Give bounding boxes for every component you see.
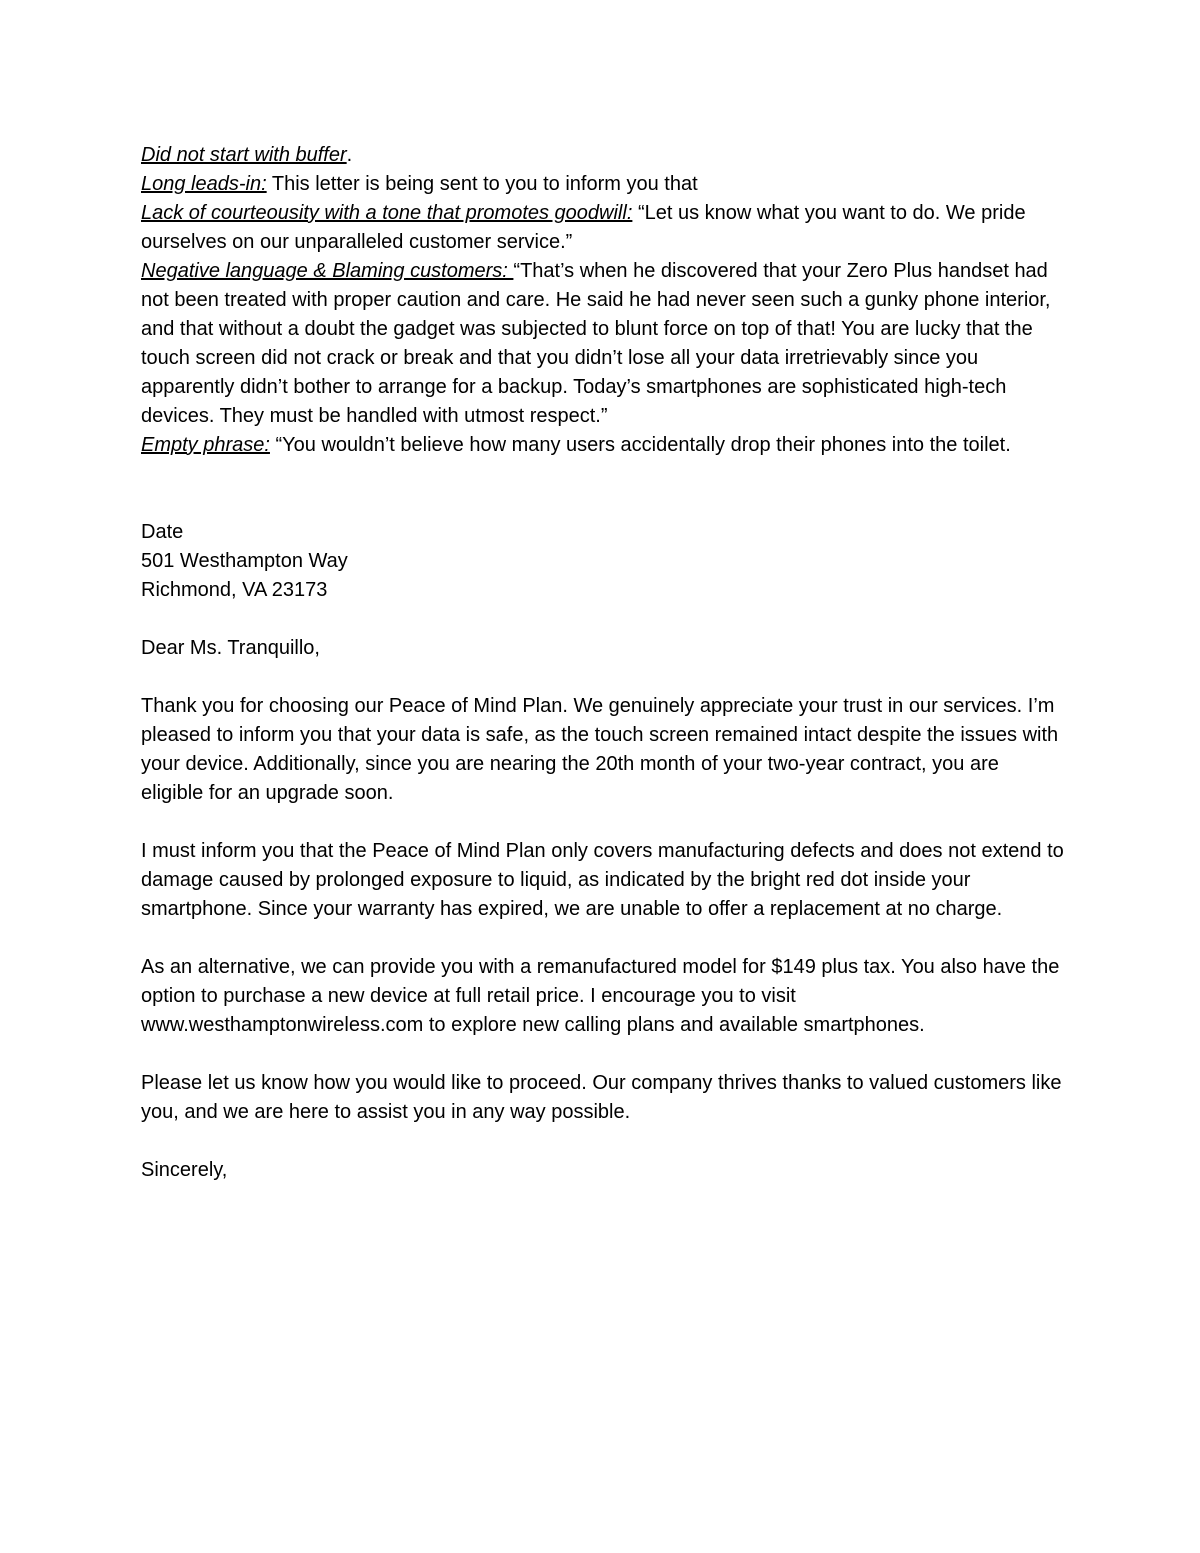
salutation: Dear Ms. Tranquillo, — [141, 637, 320, 659]
note-text: “You wouldn’t believe how many users accidentally drop their phones into the toilet. — [269, 434, 1011, 456]
spacer — [141, 460, 1066, 518]
note-label: Empty phrase: — [141, 434, 270, 456]
letter-paragraph-1: Thank you for choosing our Peace of Mind Plan. We genuinely appreciate your trust in our services. I’m pleased to inform you that your data is safe, as the touch screen remained intact despite the issues with your device. Additionally, since you are nearing the 20th month of your two-year contract, you are eligible for an upgrade soon. — [141, 695, 1059, 804]
letter-paragraph-2: I must inform you that the Peace of Mind Plan only covers manufacturing defects and does not extend to damage caused by prolonged exposure to liquid, as indicated by the bright red dot inside your smartphone. Since your warranty has expired, we are unable to offer a replacement at no charge. — [141, 840, 1064, 920]
document-page — [141, 141, 1066, 1185]
note-label: Negative language & Blaming customers: — [141, 260, 514, 282]
note-label: Lack of courteousity with a tone that promotes goodwill: — [141, 202, 633, 224]
spacer — [141, 663, 1066, 692]
closing: Sincerely, — [141, 1159, 228, 1181]
letter — [141, 518, 1066, 1185]
letter-paragraph-4: Please let us know how you would like to proceed. Our company thrives thanks to valued customers like you, and we are here to assist you in any way possible. — [141, 1072, 1062, 1123]
note-text: . — [346, 144, 353, 166]
address-line-1: 501 Westhampton Way — [141, 550, 348, 572]
note-text: This letter is being sent to you to inform you that — [266, 173, 698, 195]
note-text: “Let us know what you want to do. We pride ourselves on our unparalleled customer service.” — [141, 202, 1026, 253]
note-buffer — [141, 141, 1066, 170]
note-negative-language — [141, 257, 1066, 431]
critique-notes — [141, 141, 1066, 460]
note-label: Long leads-in: — [141, 173, 267, 195]
note-courtesy — [141, 199, 1066, 257]
address-line-2: Richmond, VA 23173 — [141, 579, 328, 601]
spacer — [141, 605, 1066, 634]
letter-date: Date — [141, 521, 184, 543]
spacer — [141, 1127, 1066, 1156]
note-label: Did not start with buffer — [141, 144, 347, 166]
note-leads-in — [141, 170, 1066, 199]
spacer — [141, 1040, 1066, 1069]
spacer — [141, 924, 1066, 953]
note-empty-phrase — [141, 431, 1066, 460]
note-text: “That’s when he discovered that your Zero Plus handset had not been treated with proper caution and care. He said he had never seen such a gunky phone interior, and that without a doubt the gadget was subjected to blunt force on top of that! You are lucky that the touch screen did not crack or break and that you didn’t lose all your data irretrievably since you apparently didn’t bother to arrange for a backup. Today’s smartphones are sophisticated high-tech devices. They must be handled with utmost respect.” — [141, 260, 1051, 427]
spacer — [141, 808, 1066, 837]
letter-paragraph-3: As an alternative, we can provide you with a remanufactured model for $149 plus tax. You also have the option to purchase a new device at full retail price. I encourage you to visit www.westhamptonwireless.com to explore new calling plans and available smartphones. — [141, 956, 1060, 1036]
